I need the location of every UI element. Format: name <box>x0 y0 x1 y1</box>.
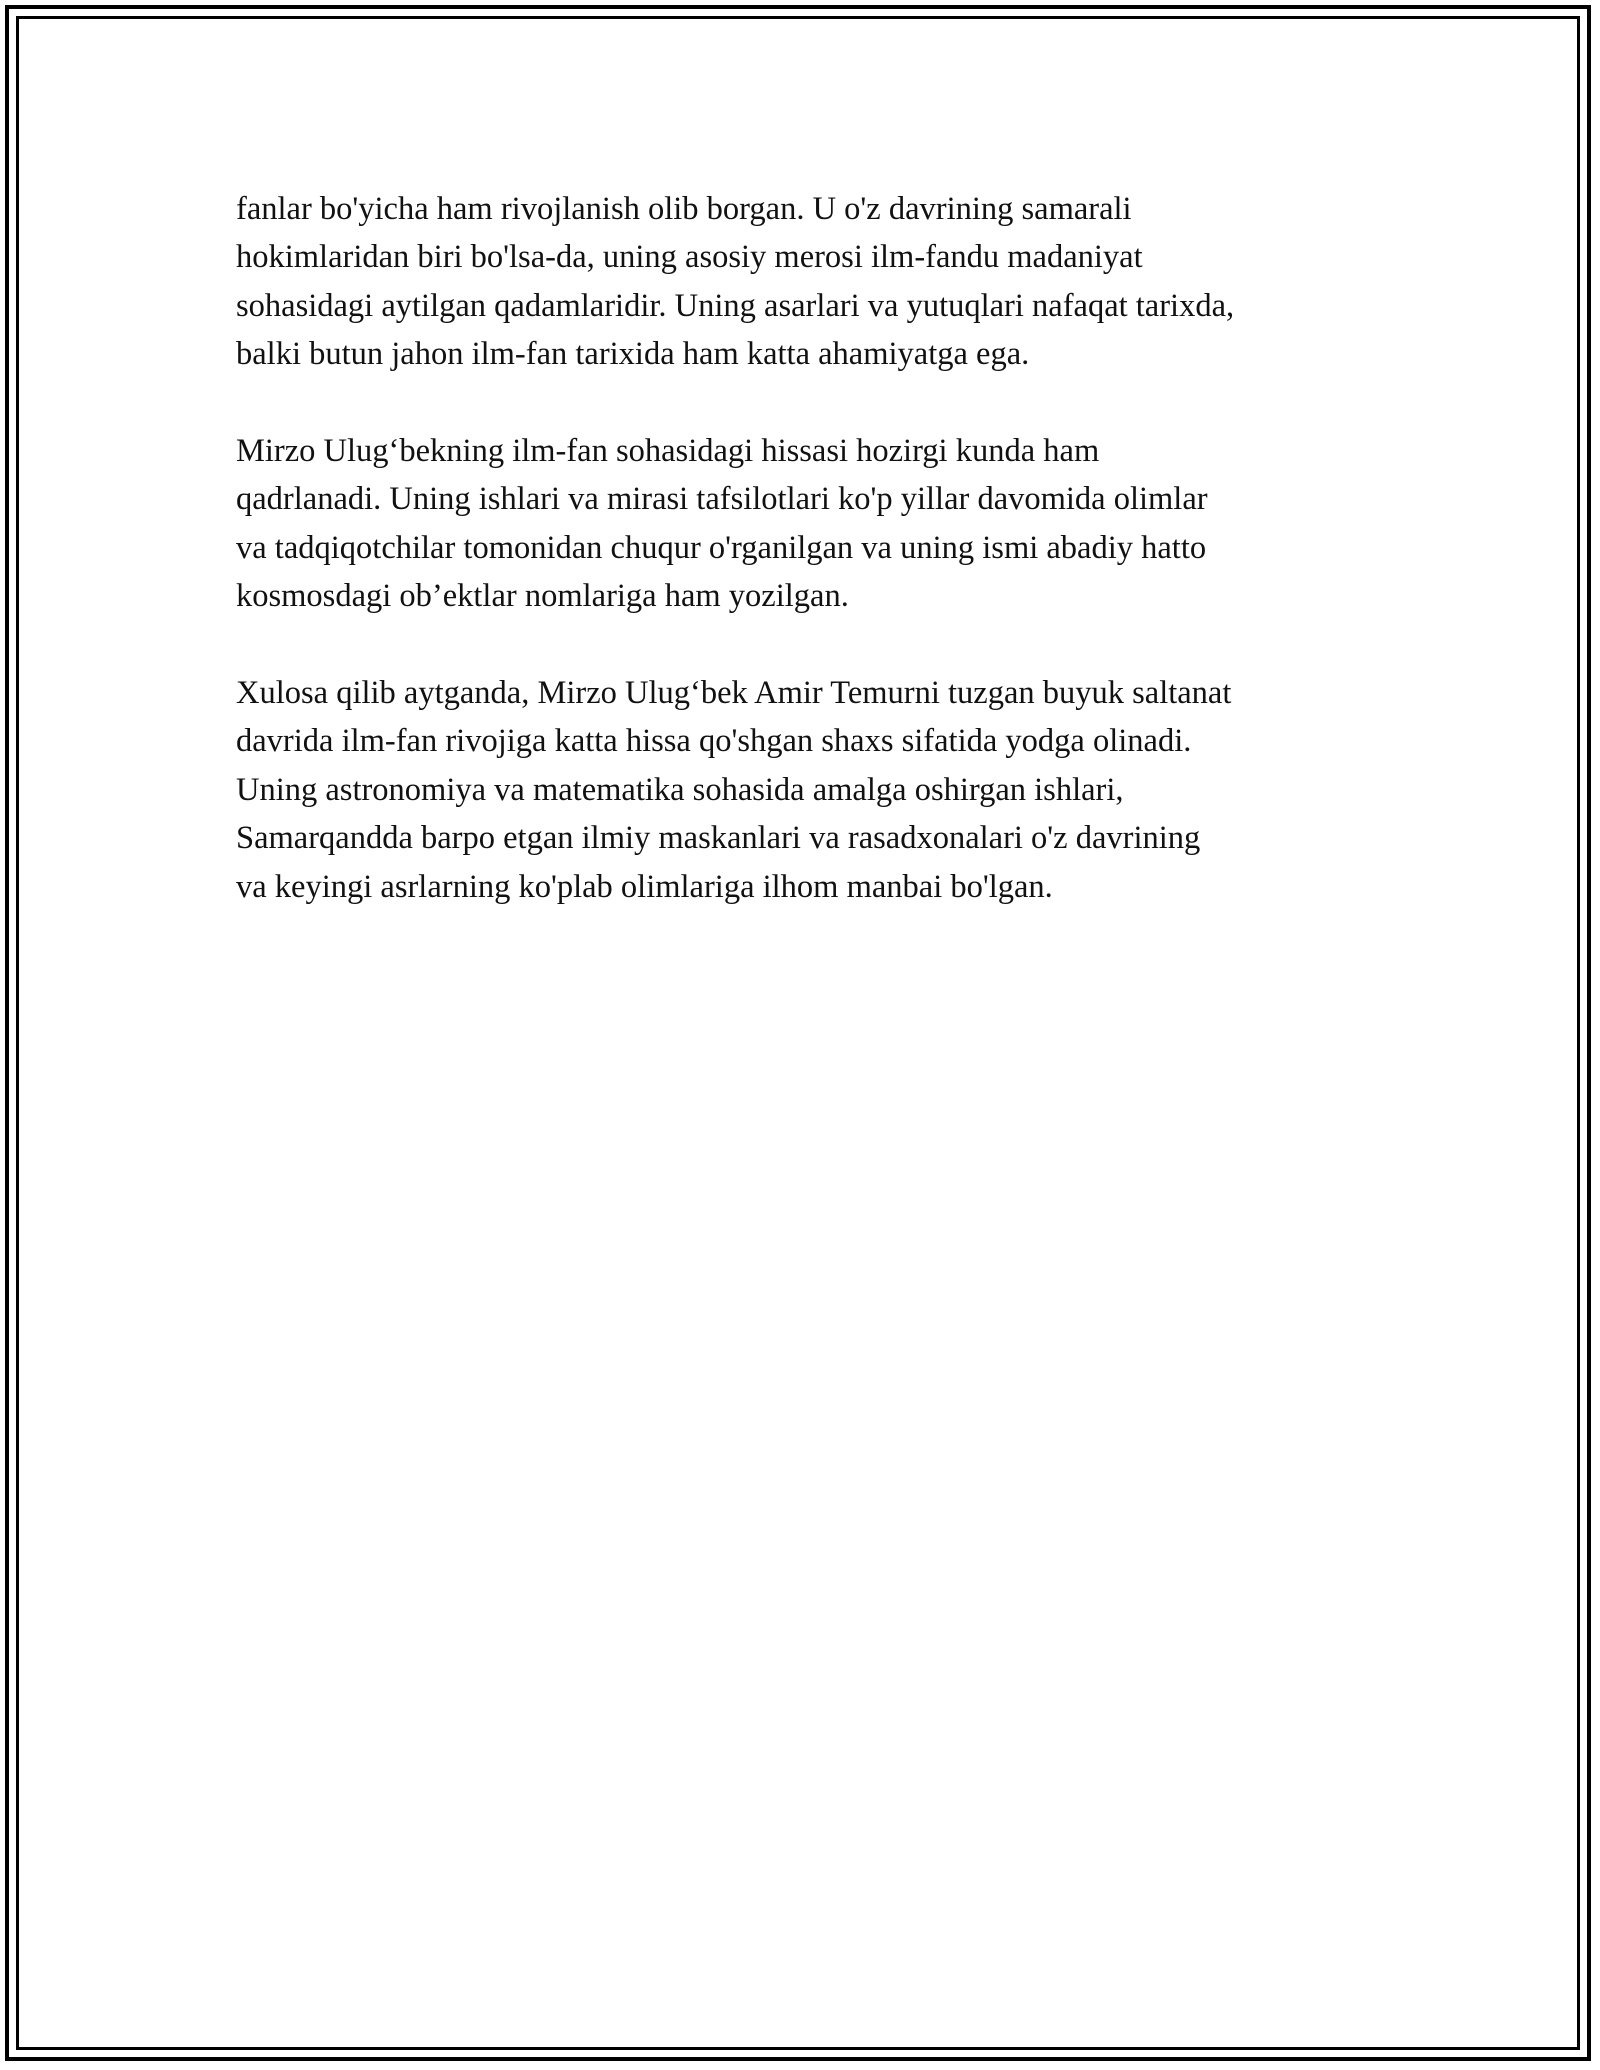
text-line: va keyingi asrlarning ko'plab olimlariga ilhom manbai bo'lgan. <box>236 868 1053 905</box>
text-line: hokimlaridan biri bo'lsa-da, uning asosiy merosi ilm-fandu madaniyat <box>236 239 1143 276</box>
text-line: Uning astronomiya va matematika sohasida amalga oshirgan ishlari, <box>236 771 1124 808</box>
paragraph-1 <box>236 185 1386 379</box>
text-line: fanlar bo'yicha ham rivojlanish olib borgan. U o'z davrining samarali <box>236 191 1132 227</box>
paragraph-2 <box>236 427 1386 621</box>
text-line: davrida ilm-fan rivojiga katta hissa qo'shgan shaxs sifatida yodga olinadi. <box>236 723 1192 760</box>
text-line: kosmosdagi ob’ektlar nomlariga ham yozilgan. <box>236 578 849 615</box>
text-line: va tadqiqotchilar tomonidan chuqur o'rganilgan va uning ismi abadiy hatto <box>236 529 1207 566</box>
text-line: balki butun jahon ilm-fan tarixida ham katta ahamiyatga ega. <box>236 336 1030 373</box>
document-body <box>236 185 1386 959</box>
text-line: qadrlanadi. Uning ishlari va mirasi tafsilotlari ko'p yillar davomida olimlar <box>236 481 1208 518</box>
paragraph-3 <box>236 669 1386 911</box>
text-line: Xulosa qilib aytganda, Mirzo Ulug‘bek Amir Temurni tuzgan buyuk saltanat <box>236 675 1232 712</box>
text-line: sohasidagi aytilgan qadamlaridir. Uning asarlari va yutuqlari nafaqat tarixda, <box>236 287 1235 324</box>
text-line: Samarqandda barpo etgan ilmiy maskanlari va rasadxonalari o'z davrining <box>236 820 1201 857</box>
text-line: Mirzo Ulug‘bekning ilm-fan sohasidagi hissasi hozirgi kunda ham <box>236 433 1100 470</box>
